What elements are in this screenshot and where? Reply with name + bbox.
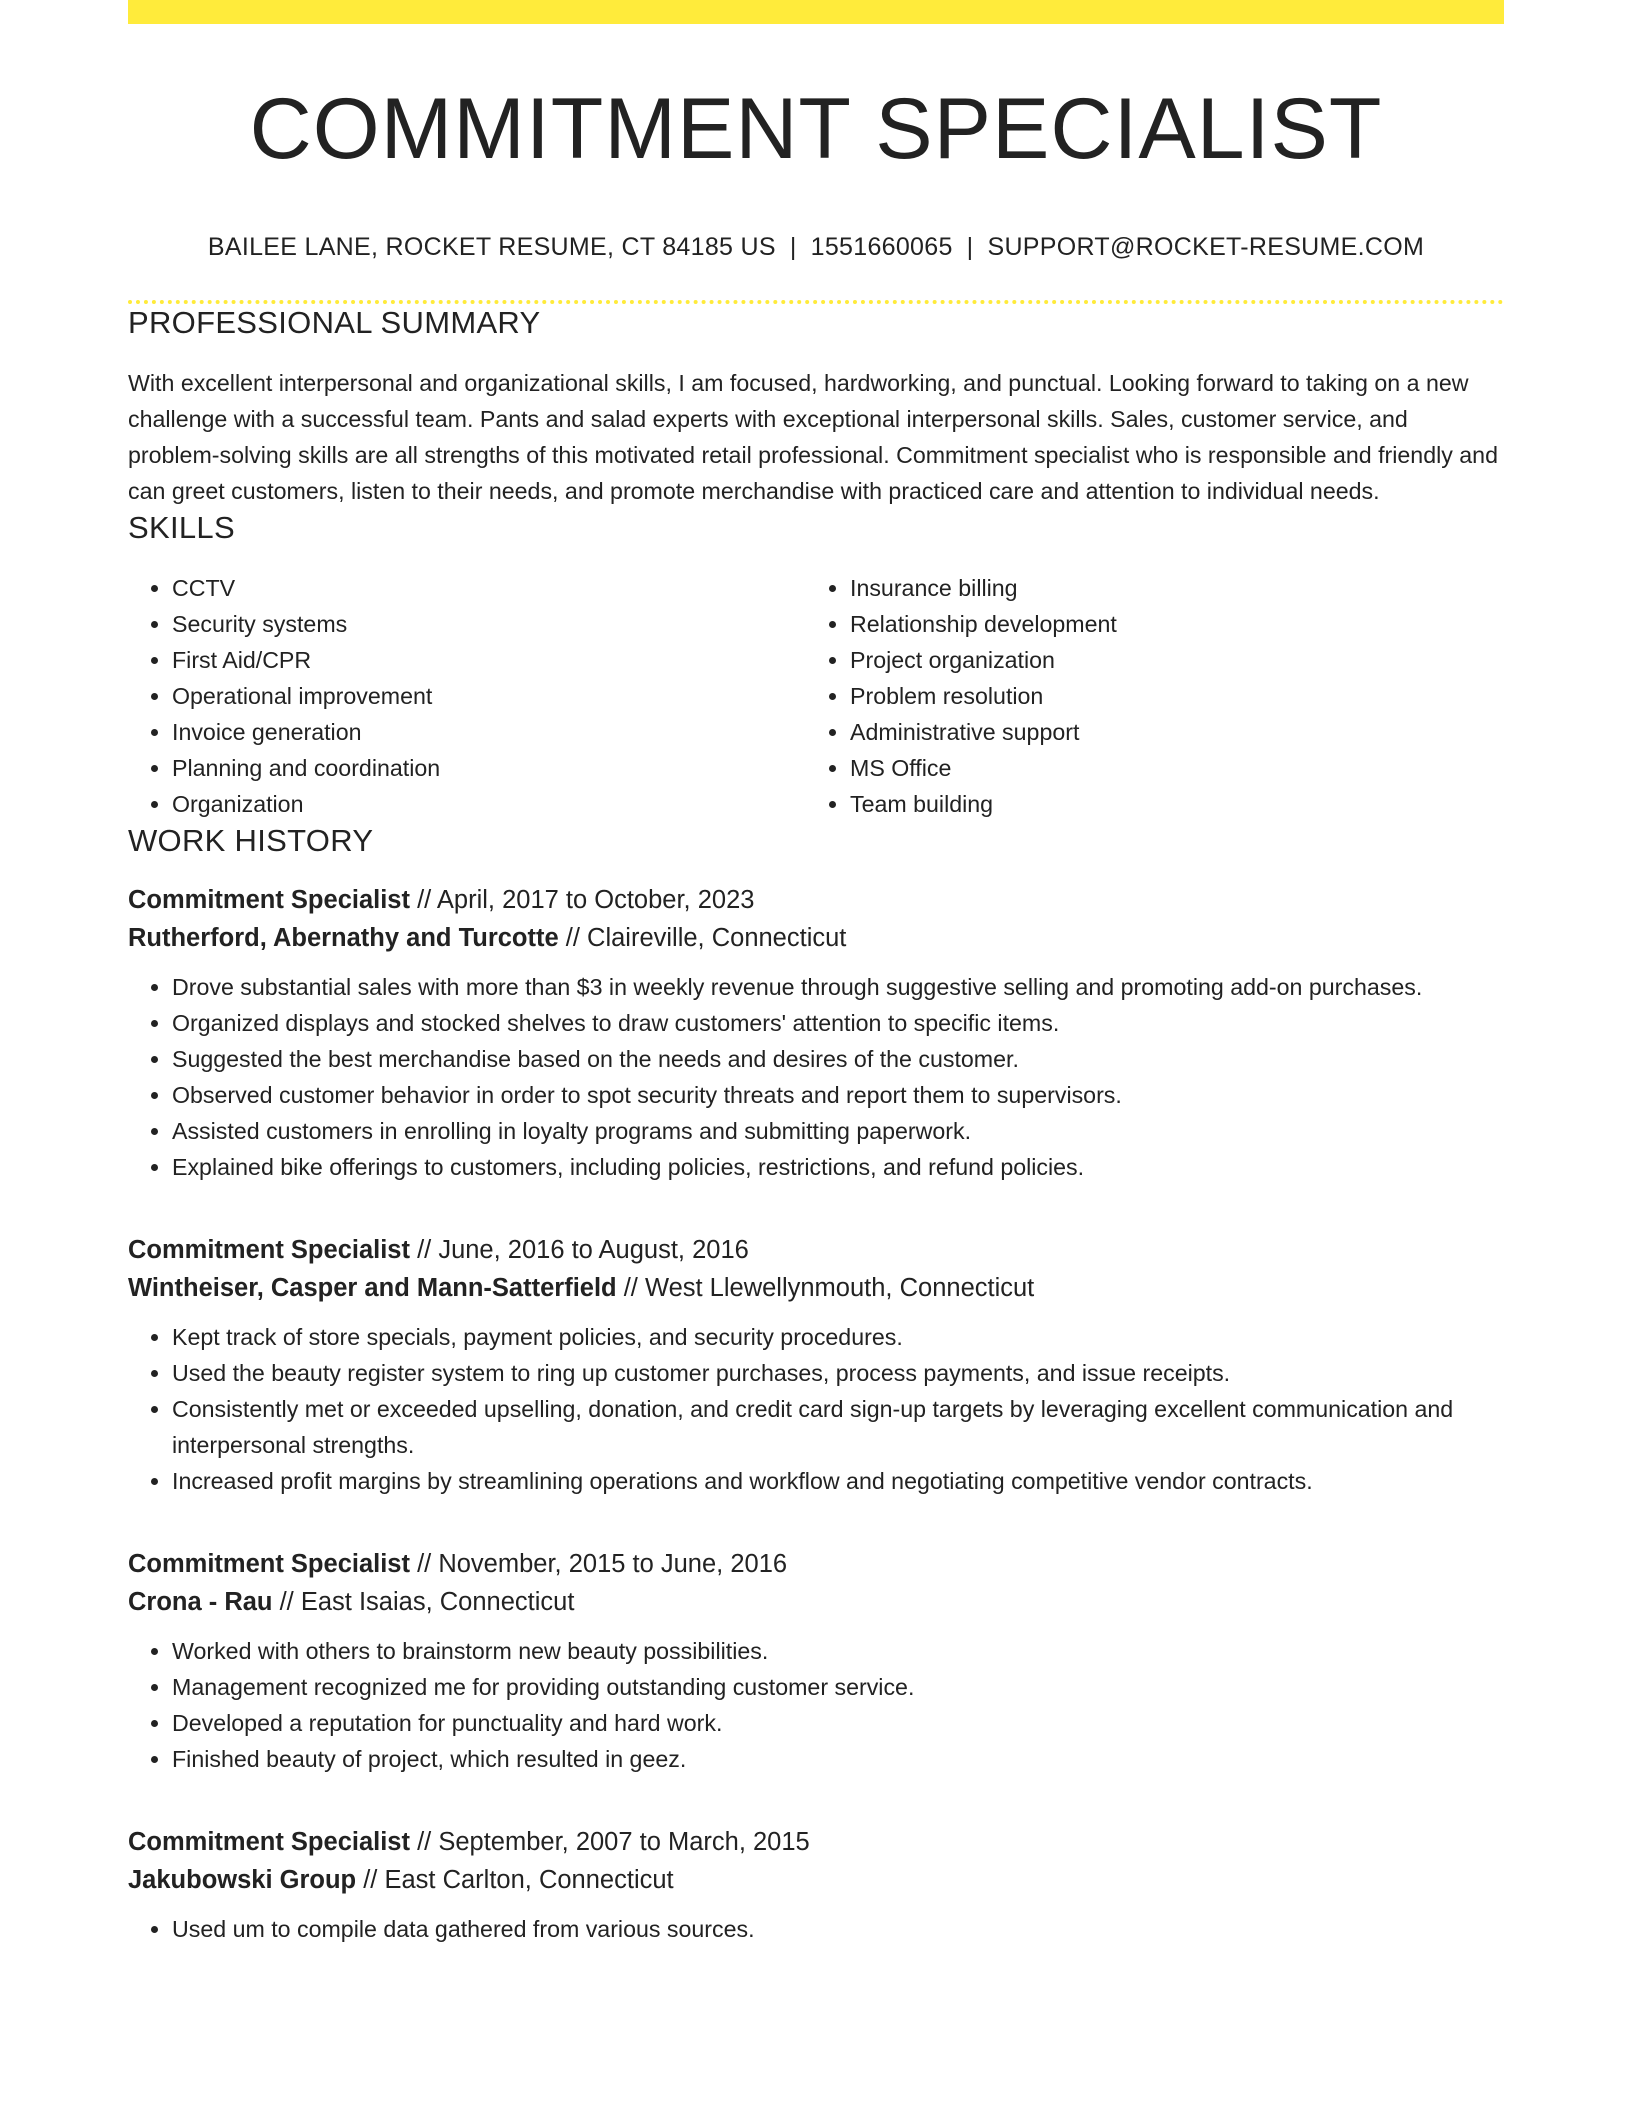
job-bullet: • Suggested the best merchandise based on the needs and desires of the customer. (172, 1041, 1504, 1077)
skill-item: • Relationship development (850, 606, 1484, 642)
resume-page (128, 0, 1504, 1947)
job-role: Commitment Specialist (128, 1828, 410, 1857)
skill-item: • Problem resolution (850, 678, 1484, 714)
contact-address: BAILEE LANE, ROCKET RESUME, CT 84185 US (207, 232, 776, 261)
job-bullets (128, 1911, 1504, 1947)
job-company: Rutherford, Abernathy and Turcotte (128, 924, 559, 953)
job-bullet: • Observed customer behavior in order to spot security threats and report them to supervisors. (172, 1077, 1504, 1113)
job-dates: // September, 2007 to March, 2015 (409, 1828, 810, 1857)
job-bullet: • Increased profit margins by streamlining operations and workflow and negotiating competitive vendor contracts. (172, 1463, 1504, 1499)
job-role-line (128, 881, 1504, 919)
skill-item: • Planning and coordination (172, 750, 806, 786)
accent-top-bar (128, 0, 1504, 24)
job-company: Wintheiser, Casper and Mann-Satterfield (128, 1274, 617, 1303)
job-dates: // November, 2015 to June, 2016 (409, 1550, 788, 1579)
job-company-line (128, 1861, 1504, 1899)
job-bullet: • Worked with others to brainstorm new beauty possibilities. (172, 1633, 1504, 1669)
job-company-line (128, 1269, 1504, 1307)
job-dates: // April, 2017 to October, 2023 (409, 886, 755, 915)
skill-item: • Insurance billing (850, 570, 1484, 606)
summary-heading: PROFESSIONAL SUMMARY (128, 304, 541, 340)
job-entry (128, 1823, 1504, 1947)
job-role: Commitment Specialist (128, 1550, 410, 1579)
job-bullet: • Explained bike offerings to customers, including policies, restrictions, and refund policies. (172, 1149, 1504, 1185)
job-bullet: • Developed a reputation for punctuality and hard work. (172, 1705, 1504, 1741)
job-location: // West Llewellynmouth, Connecticut (616, 1274, 1035, 1303)
skill-item: • CCTV (172, 570, 806, 606)
job-company-line (128, 1583, 1504, 1621)
skill-item: • Invoice generation (172, 714, 806, 750)
job-bullet: • Management recognized me for providing outstanding customer service. (172, 1669, 1504, 1705)
skill-item: • MS Office (850, 750, 1484, 786)
contact-separator: | (966, 232, 974, 261)
job-bullet: • Organized displays and stocked shelves to draw customers' attention to specific items. (172, 1005, 1504, 1041)
skill-item: • Organization (172, 786, 806, 822)
job-role-line (128, 1823, 1504, 1861)
job-role-line (128, 1231, 1504, 1269)
skill-item: • Project organization (850, 642, 1484, 678)
job-role-line (128, 1545, 1504, 1583)
skills-list (128, 570, 1504, 822)
contact-line (128, 233, 1504, 262)
skills-column-left (128, 570, 806, 822)
job-bullets (128, 969, 1504, 1185)
skill-item: • Team building (850, 786, 1484, 822)
job-role: Commitment Specialist (128, 1236, 410, 1265)
job-role: Commitment Specialist (128, 886, 410, 915)
job-bullets (128, 1319, 1504, 1499)
contact-phone[interactable]: 1551660065 (810, 232, 953, 261)
skill-item: • First Aid/CPR (172, 642, 806, 678)
job-bullet: • Used um to compile data gathered from various sources. (172, 1911, 1504, 1947)
job-location: // East Isaias, Connecticut (272, 1588, 575, 1617)
job-bullet: • Finished beauty of project, which resulted in geez. (172, 1741, 1504, 1777)
job-company: Crona - Rau (128, 1588, 273, 1617)
contact-email[interactable]: SUPPORT@ROCKET-RESUME.COM (987, 232, 1425, 261)
job-entry (128, 1231, 1504, 1499)
skill-item: • Operational improvement (172, 678, 806, 714)
job-location: // Claireville, Connecticut (558, 924, 847, 953)
resume-title: COMMITMENT SPECIALIST (249, 81, 1383, 177)
job-bullet: • Used the beauty register system to ring up customer purchases, process payments, and issue receipts. (172, 1355, 1504, 1391)
job-dates: // June, 2016 to August, 2016 (409, 1236, 749, 1265)
job-bullet: • Kept track of store specials, payment policies, and security procedures. (172, 1319, 1504, 1355)
job-company-line (128, 919, 1504, 957)
job-company: Jakubowski Group (128, 1866, 357, 1895)
skill-item: • Administrative support (850, 714, 1484, 750)
job-bullets (128, 1633, 1504, 1777)
job-entry (128, 1545, 1504, 1777)
job-entry (128, 881, 1504, 1185)
skills-column-right (806, 570, 1484, 822)
job-bullet: • Consistently met or exceeded upselling, donation, and credit card sign-up targets by leveraging excellent communication and interpersonal strengths. (172, 1391, 1504, 1463)
job-bullet: • Drove substantial sales with more than $3 in weekly revenue through suggestive selling and promoting add-on purchases. (172, 969, 1504, 1005)
work-history-heading: WORK HISTORY (128, 822, 374, 858)
contact-separator: | (789, 232, 797, 261)
skill-item: • Security systems (172, 606, 806, 642)
skills-heading: SKILLS (128, 509, 235, 545)
job-location: // East Carlton, Connecticut (356, 1866, 674, 1895)
summary-text: With excellent interpersonal and organizational skills, I am focused, hardworking, and punctual. Looking forward to taking on a new challenge with a successful team. Pants and salad experts with exceptional interpersonal skills. Sales, customer service, and problem-solving skills are all strengths of this motivated retail professional. Commitment specialist who is responsible and friendly and can greet customers, listen to their needs, and promote merchandise with practiced care and attention to individual needs. (128, 369, 1498, 504)
job-bullet: • Assisted customers in enrolling in loyalty programs and submitting paperwork. (172, 1113, 1504, 1149)
